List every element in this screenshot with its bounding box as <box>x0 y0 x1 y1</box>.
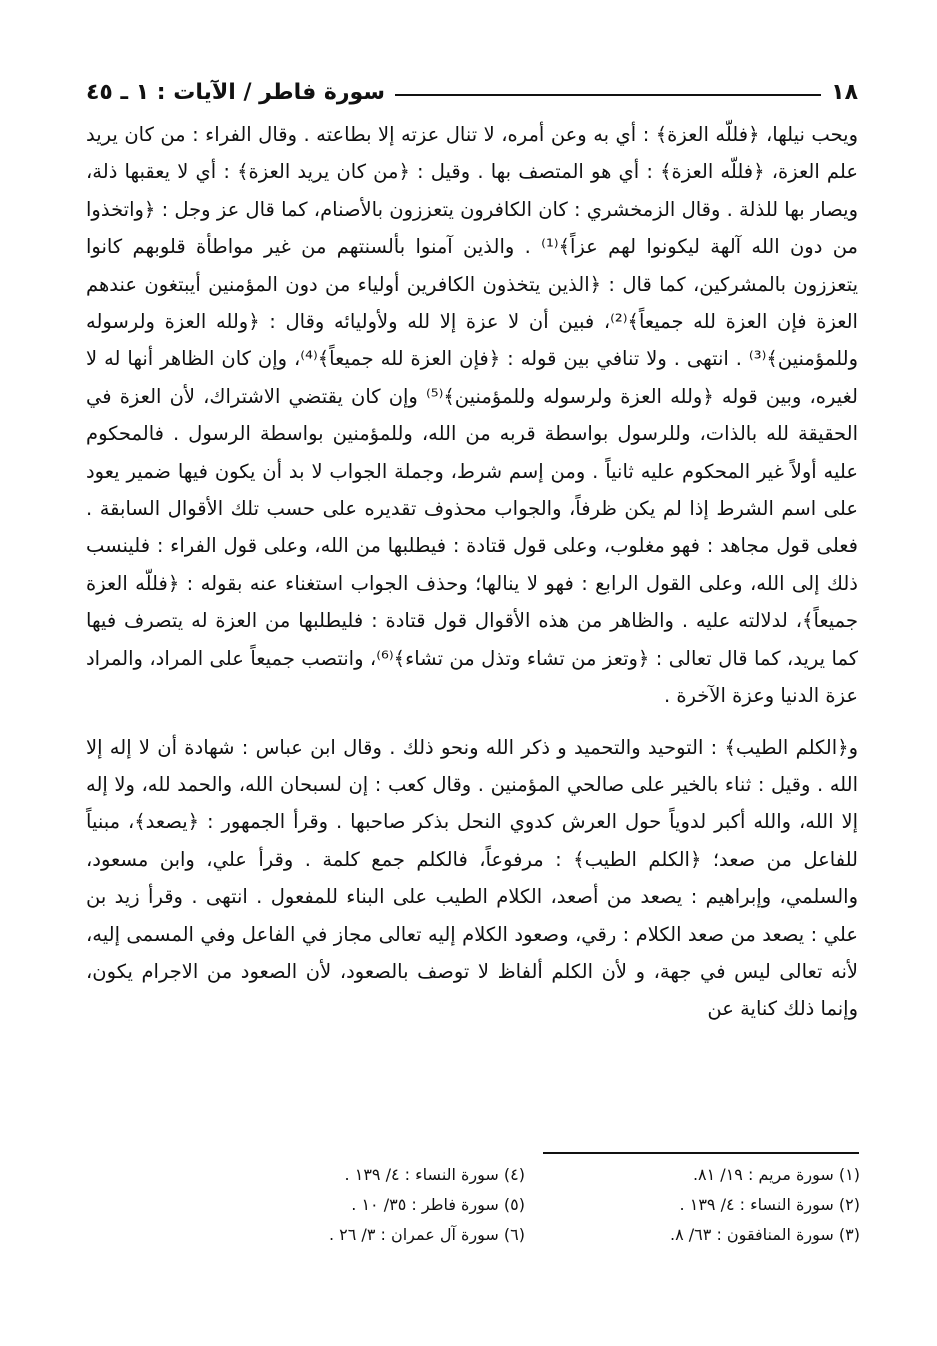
header-rule <box>395 94 821 96</box>
footnote-2: (٢) سورة النساء : ٤/ ١٣٩ . <box>679 1195 860 1214</box>
footnote-4: (٤) سورة النساء : ٤/ ١٣٩ . <box>344 1165 525 1184</box>
footnote-6: (٦) سورة آل عمران : ٣/ ٢٦ . <box>328 1225 525 1244</box>
footnote-5: (٥) سورة فاطر : ٣٥/ ١٠ . <box>351 1195 525 1214</box>
running-title: سورة فاطر / الآيات : ١ ـ ٤٥ <box>86 79 385 105</box>
paragraph-1: ويحب نيلها، ﴿فللّه العزة﴾ : أي به وعن أمره، لا تنال عزته إلا بطاعته . وقال الفراء : من كان يريد علم العزة، ﴿فللّه العزة﴾ : أي هو المتصف بها . وقيل : ﴿من كان يريد العزة﴾ : أي لا يعقبها ذلة، ويصار بها للذلة . وقال الزمخشري : كان الكافرون يتعززون بالأصنام، كما قال عز وجل : ﴿واتخذوا من دون الله آلهة ليكونوا لهم عزاً﴾⁽¹⁾ . والذين آمنوا بألسنتهم من غير مواطأة قلوبهم كانوا يتعززون بالمشركين، كما قال : ﴿الذين يتخذون الكافرين أولياء من دون المؤمنين أيبتغون عندهم العزة فإن العزة لله جميعاً﴾⁽²⁾، فبين أن لا عزة إلا لله ولأوليائه وقال : ﴿ولله العزة ولرسوله وللمؤمنين﴾⁽³⁾ . انتهى . ولا تنافي بين قوله : ﴿فإن العزة لله جميعاً﴾⁽⁴⁾، وإن كان الظاهر أنها له لا لغيره، وبين قوله ﴿ولله العزة ولرسوله وللمؤمنين﴾⁽⁵⁾ وإن كان يقتضي الاشتراك، لأن العزة في الحقيقة لله بالذات، وللرسول بواسطة قربه من الله، وللمؤمنين بواسطة الرسول . فالمحكوم عليه أولاً غير المحكوم عليه ثانياً . ومن إسم شرط، وجملة الجواب لا بد أن يكون فيها ضمير يعود على اسم الشرط إذا لم يكن ظرفاً، والجواب محذوف تقديره على حسب تلك الأقوال السابقة . فعلى قول مجاهد : فهو مغلوب، وعلى قول قتادة : فيطلبها من الله، وعلى قول الفراء : فلينسب ذلك إلى الله، وعلى القول الرابع : فهو لا ينالها؛ وحذف الجواب استغناء عنه بقوله : ﴿فللّه العزة جميعاً﴾، لدلالته عليه . والظاهر من هذه الأقوال قول قتادة : فليطلبها من العزة له يتصرف فيها كما يريد، كما قال تعالى : ﴿وتعز من تشاء وتذل من تشاء﴾⁽⁶⁾، وانتصب جميعاً على المراد، والمراد عزة الدنيا وعزة الآخرة . <box>86 123 859 708</box>
main-text <box>86 116 858 1028</box>
footnote-column-left <box>260 1160 525 1250</box>
page-number: ١٨ <box>831 79 858 105</box>
footnote-1: (١) سورة مريم : ١٩/ ٨١. <box>692 1165 860 1184</box>
running-header <box>86 72 858 112</box>
footnotes <box>260 1160 860 1250</box>
paragraph-2: و﴿الكلم الطيب﴾ : التوحيد والتحميد و ذكر الله ونحو ذلك . وقال ابن عباس : شهادة أن لا إله إلا الله . وقيل : ثناء بالخير على صالحي المؤمنين . وقال كعب : إن لسبحان الله، والحمد لله، ولا إله إلا الله، والله أكبر لدوياً حول العرش كدوي النحل بذكر صاحبها . وقرأ الجمهور : ﴿يصعد﴾، مبنياً للفاعل من صعد؛ ﴿الكلم الطيب﴾ : مرفوعاً، فالكلم جمع كلمة . وقرأ علي، وابن مسعود، والسلمي، وإبراهيم : يصعد من أصعد، الكلام الطيب على البناء للمفعول . انتهى . وقرأ زيد بن علي : يصعد من صعد الكلام : رقي، وصعود الكلام إليه تعالى مجاز في الفاعل وفي المسمى إليه، لأنه تعالى ليس في جهة، و لأن الكلم ألفاظ لا توصف بالصعود، لأن الصعود من الاجرام يكون، وإنما ذلك كناية عن <box>86 735 858 1021</box>
footnote-3: (٣) سورة المنافقون : ٦٣/ ٨. <box>670 1225 860 1244</box>
footnote-rule <box>543 1152 859 1154</box>
footnote-column-right <box>595 1160 860 1250</box>
